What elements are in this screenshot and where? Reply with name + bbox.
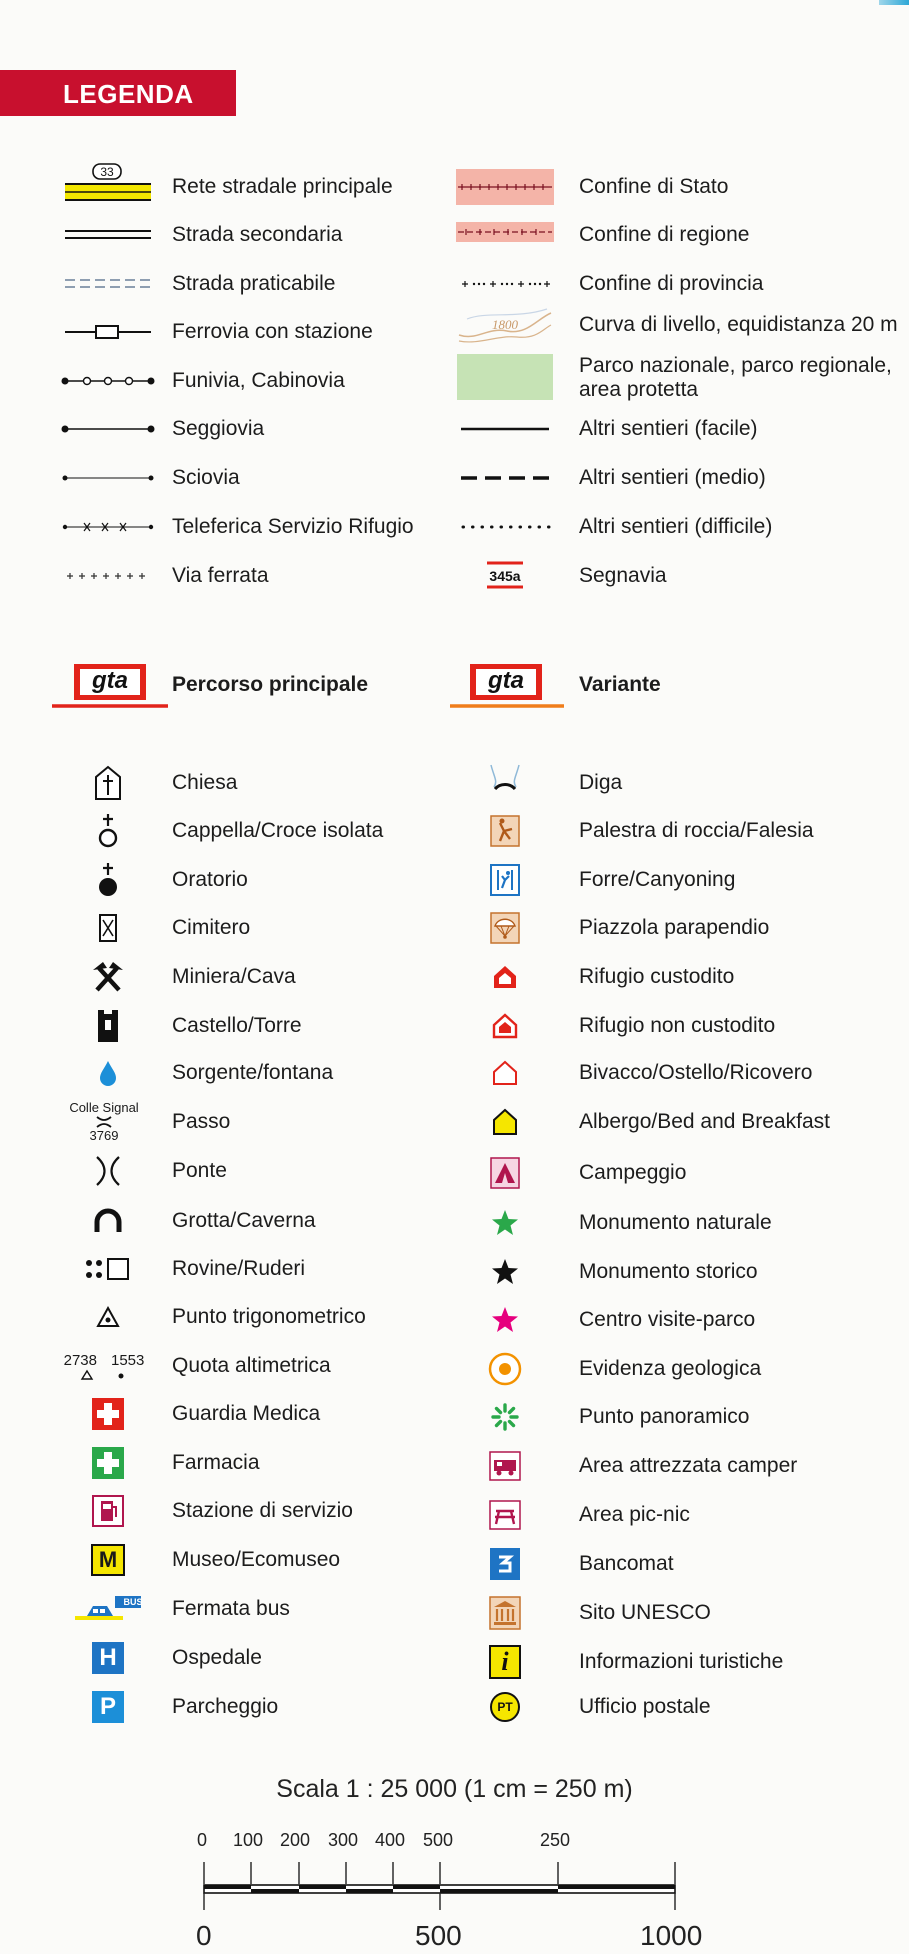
legend-label: Rifugio custodito [579,965,735,988]
corner-accent [879,0,909,5]
legend-row [0,905,909,951]
legend-label: Altri sentieri (difficile) [579,515,773,538]
legend-row-variant-route [0,662,909,712]
trail-marker-icon [455,553,555,599]
legend-row-medium-trail [0,455,909,501]
legend-row [0,1639,909,1685]
legend-label-line1: Parco nazionale, parco regionale, [579,354,892,377]
easy-trail-icon [455,406,555,452]
main-route-label: Percorso principale [172,673,369,696]
legend-label: Evidenza geologica [579,1357,762,1380]
legend-label: Sito UNESCO [579,1601,711,1624]
legend-row [0,1541,909,1587]
road-number-badge: 33 [100,165,114,179]
legend-title: LEGENDA [63,79,194,109]
legend-label: Teleferica Servizio Rifugio [172,515,414,538]
legend-row [0,1492,909,1538]
legend-row-region-border [0,212,909,258]
legend-row-protected-area [0,350,909,404]
legend-label: Guardia Medica [172,1402,321,1425]
legend-label: Area attrezzata camper [579,1454,798,1477]
legend-row [0,1684,909,1730]
legend-row-easy-trail [0,406,909,452]
natural-monument-icon [455,1200,555,1246]
legend-label: Miniera/Cava [172,965,296,988]
historic-monument-icon [455,1249,555,1295]
legend-label: Campeggio [579,1161,687,1184]
legend-label: Centro visite-parco [579,1308,756,1331]
trail-marker-code: 345a [489,568,521,584]
viewpoint-icon [455,1394,555,1440]
picnic-icon [455,1492,555,1538]
legend-label: Farmacia [172,1451,260,1474]
legend-label: Forre/Canyoning [579,868,736,891]
legend-label: Funivia, Cabinovia [172,369,345,392]
legend-label: Bancomat [579,1552,674,1575]
scale-title: Scala 1 : 25 000 (1 cm = 250 m) [276,1775,633,1803]
unstaffed-hut-icon [455,1003,555,1049]
legend-label: Ufficio postale [579,1695,711,1718]
info-badge: i [489,1645,521,1679]
visitor-center-icon [455,1297,555,1343]
legend-label: Ospedale [172,1646,262,1669]
legend-row [0,1394,909,1440]
legend-label: Informazioni turistiche [579,1650,784,1673]
legend-label: Sciovia [172,466,240,489]
scale-tick-label: 400 [375,1830,406,1850]
legend-label: Rifugio non custodito [579,1014,776,1037]
unesco-icon [455,1590,555,1636]
contour-line-icon [455,302,555,348]
legend-label: Diga [579,771,623,794]
medium-trail-icon [455,455,555,501]
legend-label: Cappella/Croce isolata [172,819,384,842]
legend-label: Fermata bus [172,1597,290,1620]
scale-tick-label: 100 [233,1830,264,1850]
gta-variant-route-badge [450,662,564,712]
region-border-icon [455,212,555,258]
legend-row [0,1200,909,1246]
legend-label: Punto panoramico [579,1405,750,1428]
legend-row-trail-marker [0,553,909,599]
variant-route-label: Variante [579,673,661,696]
scale-km-label: 1000 [640,1920,703,1951]
legend-row [0,857,909,903]
pass-height: 3769 [89,1128,119,1143]
legend-row-contour [0,302,909,348]
bivouac-icon [455,1050,555,1096]
legend-row [0,760,909,806]
legend-label: Piazzola parapendio [579,916,770,939]
dam-icon [455,760,555,806]
legend-label: Rovine/Ruderi [172,1257,306,1280]
legend-label: Stazione di servizio [172,1499,353,1522]
legend-label: Chiesa [172,771,238,794]
legend-label: Area pic-nic [579,1503,690,1526]
info-icon [455,1639,555,1685]
legend-label: Grotta/Caverna [172,1209,316,1232]
legend-label: Bivacco/Ostello/Ricovero [579,1061,813,1084]
elevation-value-a: 2738 [63,1351,97,1369]
scale-tick-label: 500 [423,1830,454,1850]
legend-label-multiline [579,354,892,402]
gta-badge-text: gta [488,667,524,694]
legend-label: Parcheggio [172,1695,279,1718]
legend-row-province-border [0,261,909,307]
staffed-hut-icon [455,954,555,1000]
parking-badge: P [92,1691,124,1723]
difficult-trail-icon [455,504,555,550]
legend-row [0,1099,909,1145]
atm-icon [455,1541,555,1587]
scale-km-label: 0 [196,1920,212,1951]
legend-label: Cimitero [172,916,251,939]
hotel-icon [455,1099,555,1145]
legend-row [0,954,909,1000]
legend-label: Segnavia [579,564,667,587]
climbing-icon [455,808,555,854]
province-border-icon [455,261,555,307]
legend-row-state-border [0,164,909,210]
legend-label: Palestra di roccia/Falesia [579,819,814,842]
legend-label: Monumento naturale [579,1211,772,1234]
legend-row [0,1346,909,1392]
legend-label: Confine di regione [579,223,750,246]
scale-bar [0,1820,909,1954]
legend-title-bar [0,70,236,116]
camper-area-icon [455,1443,555,1489]
scale-tick-label: 0 [197,1830,208,1850]
legend-label: Ponte [172,1159,227,1182]
legend-row [0,1443,909,1489]
state-border-icon [455,164,555,210]
post-office-badge: PT [490,1692,520,1722]
scale-tick-label: 250 [540,1830,571,1850]
protected-area-icon [455,350,555,404]
legend-label: Oratorio [172,868,248,891]
gta-badge-text: gta [92,667,128,694]
legend-label: Strada praticabile [172,272,336,295]
legend-row [0,1249,909,1295]
legend-label: Ferrovia con stazione [172,320,373,343]
legend-label: Confine di provincia [579,272,764,295]
scale-tick-label: 300 [328,1830,359,1850]
geology-icon [455,1346,555,1392]
legend-label: Quota altimetrica [172,1354,331,1377]
campsite-icon [455,1150,555,1196]
elevation-value-b: 1553 [111,1351,145,1369]
legend-label: Altri sentieri (facile) [579,417,758,440]
legend-row-difficult-trail [0,504,909,550]
legend-label: Punto trigonometrico [172,1305,366,1328]
legend-label: Strada secondaria [172,223,343,246]
bus-text: BUS [123,1597,143,1607]
legend-label: Sorgente/fontana [172,1061,334,1084]
legend-label: Monumento storico [579,1260,758,1283]
legend-row [0,1150,909,1196]
legend-label: Passo [172,1110,231,1133]
legend-label-line2: area protetta [579,378,699,401]
legend-row [0,1050,909,1096]
canyoning-icon [455,857,555,903]
paragliding-icon [455,905,555,951]
pass-name: Colle Signal [69,1100,139,1115]
legend-row [0,1297,909,1343]
legend-label: Albergo/Bed and Breakfast [579,1110,830,1133]
legend-label: Rete stradale principale [172,175,393,198]
legend-row [0,1003,909,1049]
legend-row [0,808,909,854]
scale-km-label: 500 [415,1920,462,1951]
hospital-badge: H [92,1642,124,1674]
legend-row [0,1590,909,1636]
contour-value: 1800 [492,317,518,332]
scale-tick-label: 200 [280,1830,311,1850]
legend-label: Altri sentieri (medio) [579,466,766,489]
legend-label: Seggiovia [172,417,265,440]
legend-label: Curva di livello, equidistanza 20 m [579,313,898,336]
legend-label: Museo/Ecomuseo [172,1548,341,1571]
legend-label: Via ferrata [172,564,269,587]
legend-label: Castello/Torre [172,1014,302,1037]
post-office-icon [455,1684,555,1730]
legend-label: Confine di Stato [579,175,729,198]
museum-badge: M [91,1544,125,1576]
